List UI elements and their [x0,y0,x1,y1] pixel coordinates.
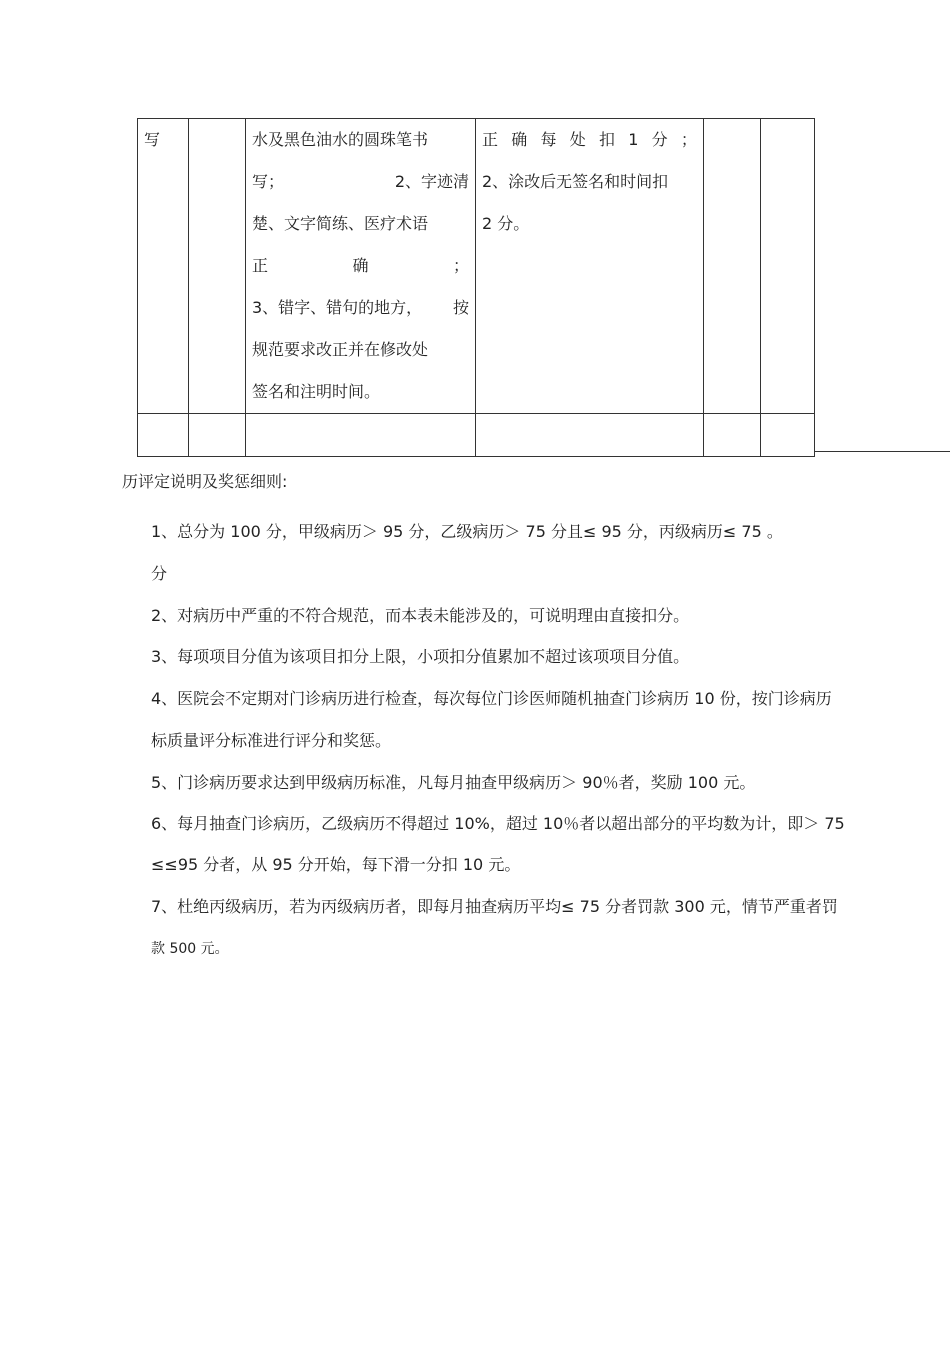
deduction-line: 正 确 每 处 扣 1 分 ； [482,130,697,149]
requirement-line: 写； 2、字迹清 [252,172,469,191]
table-cell-empty [189,414,246,457]
deduction-line: 2 分。 [482,214,530,233]
table-row [138,119,815,414]
table-cell-empty [761,414,815,457]
note-item: 1、总分为 100 分，甲级病历＞ 95 分，乙级病历＞ 75 分且≤ 95 分，丙级病历≤ 75 。 [151,522,783,541]
table-cell-empty [704,414,761,457]
table-row [138,414,815,457]
requirement-line: 楚、文字简练、医疗术语 [252,214,429,233]
requirement-line: 正 确 ； [252,256,469,275]
note-item: 分 [151,564,168,583]
table-cell-empty [476,414,704,457]
category-text: 写 [144,130,161,149]
note-item: 6、每月抽查门诊病历，乙级病历不得超过 10%，超过 10％者以超出部分的平均数为计，即＞ 75 [151,814,845,833]
deduction-line: 2、涂改后无签名和时间扣 [482,172,669,191]
table-bottom-rule [815,451,950,452]
table-cell-empty [704,119,761,414]
table-cell-empty [189,119,246,414]
table-cell-deductions [476,119,704,414]
notes-heading: 历评定说明及奖惩细则: [122,472,288,491]
requirement-line: 签名和注明时间。 [252,382,381,401]
table-cell-empty [138,414,189,457]
scoring-table [137,118,815,457]
table-cell-empty [246,414,476,457]
requirement-line: 规范要求改正并在修改处 [252,340,429,359]
table-cell-empty [761,119,815,414]
note-item: 4、医院会不定期对门诊病历进行检查，每次每位门诊医师随机抽查门诊病历 10 份，按门诊病历 [151,689,832,708]
requirement-line: 水及黑色油水的圆珠笔书 [252,130,429,149]
note-item: 2、对病历中严重的不符合规范，而本表未能涉及的，可说明理由直接扣分。 [151,606,690,625]
note-item: 7、杜绝丙级病历，若为丙级病历者，即每月抽查病历平均≤ 75 分者罚款 300 元，情节严重者罚 [151,897,838,916]
note-item: ≤≤95 分者，从 95 分开始，每下滑一分扣 10 元。 [151,855,521,874]
requirement-line: 3、错字、错句的地方， 按 [252,298,469,317]
note-item: 款 500 元。 [151,941,229,957]
note-item: 3、每项项目分值为该项目扣分上限，小项扣分值累加不超过该项项目分值。 [151,647,690,666]
note-item: 5、门诊病历要求达到甲级病历标准，凡每月抽查甲级病历＞ 90％者，奖励 100 元。 [151,773,756,792]
table-cell-category [138,119,189,414]
table-cell-requirements [246,119,476,414]
note-item: 标质量评分标准进行评分和奖惩。 [151,731,392,750]
